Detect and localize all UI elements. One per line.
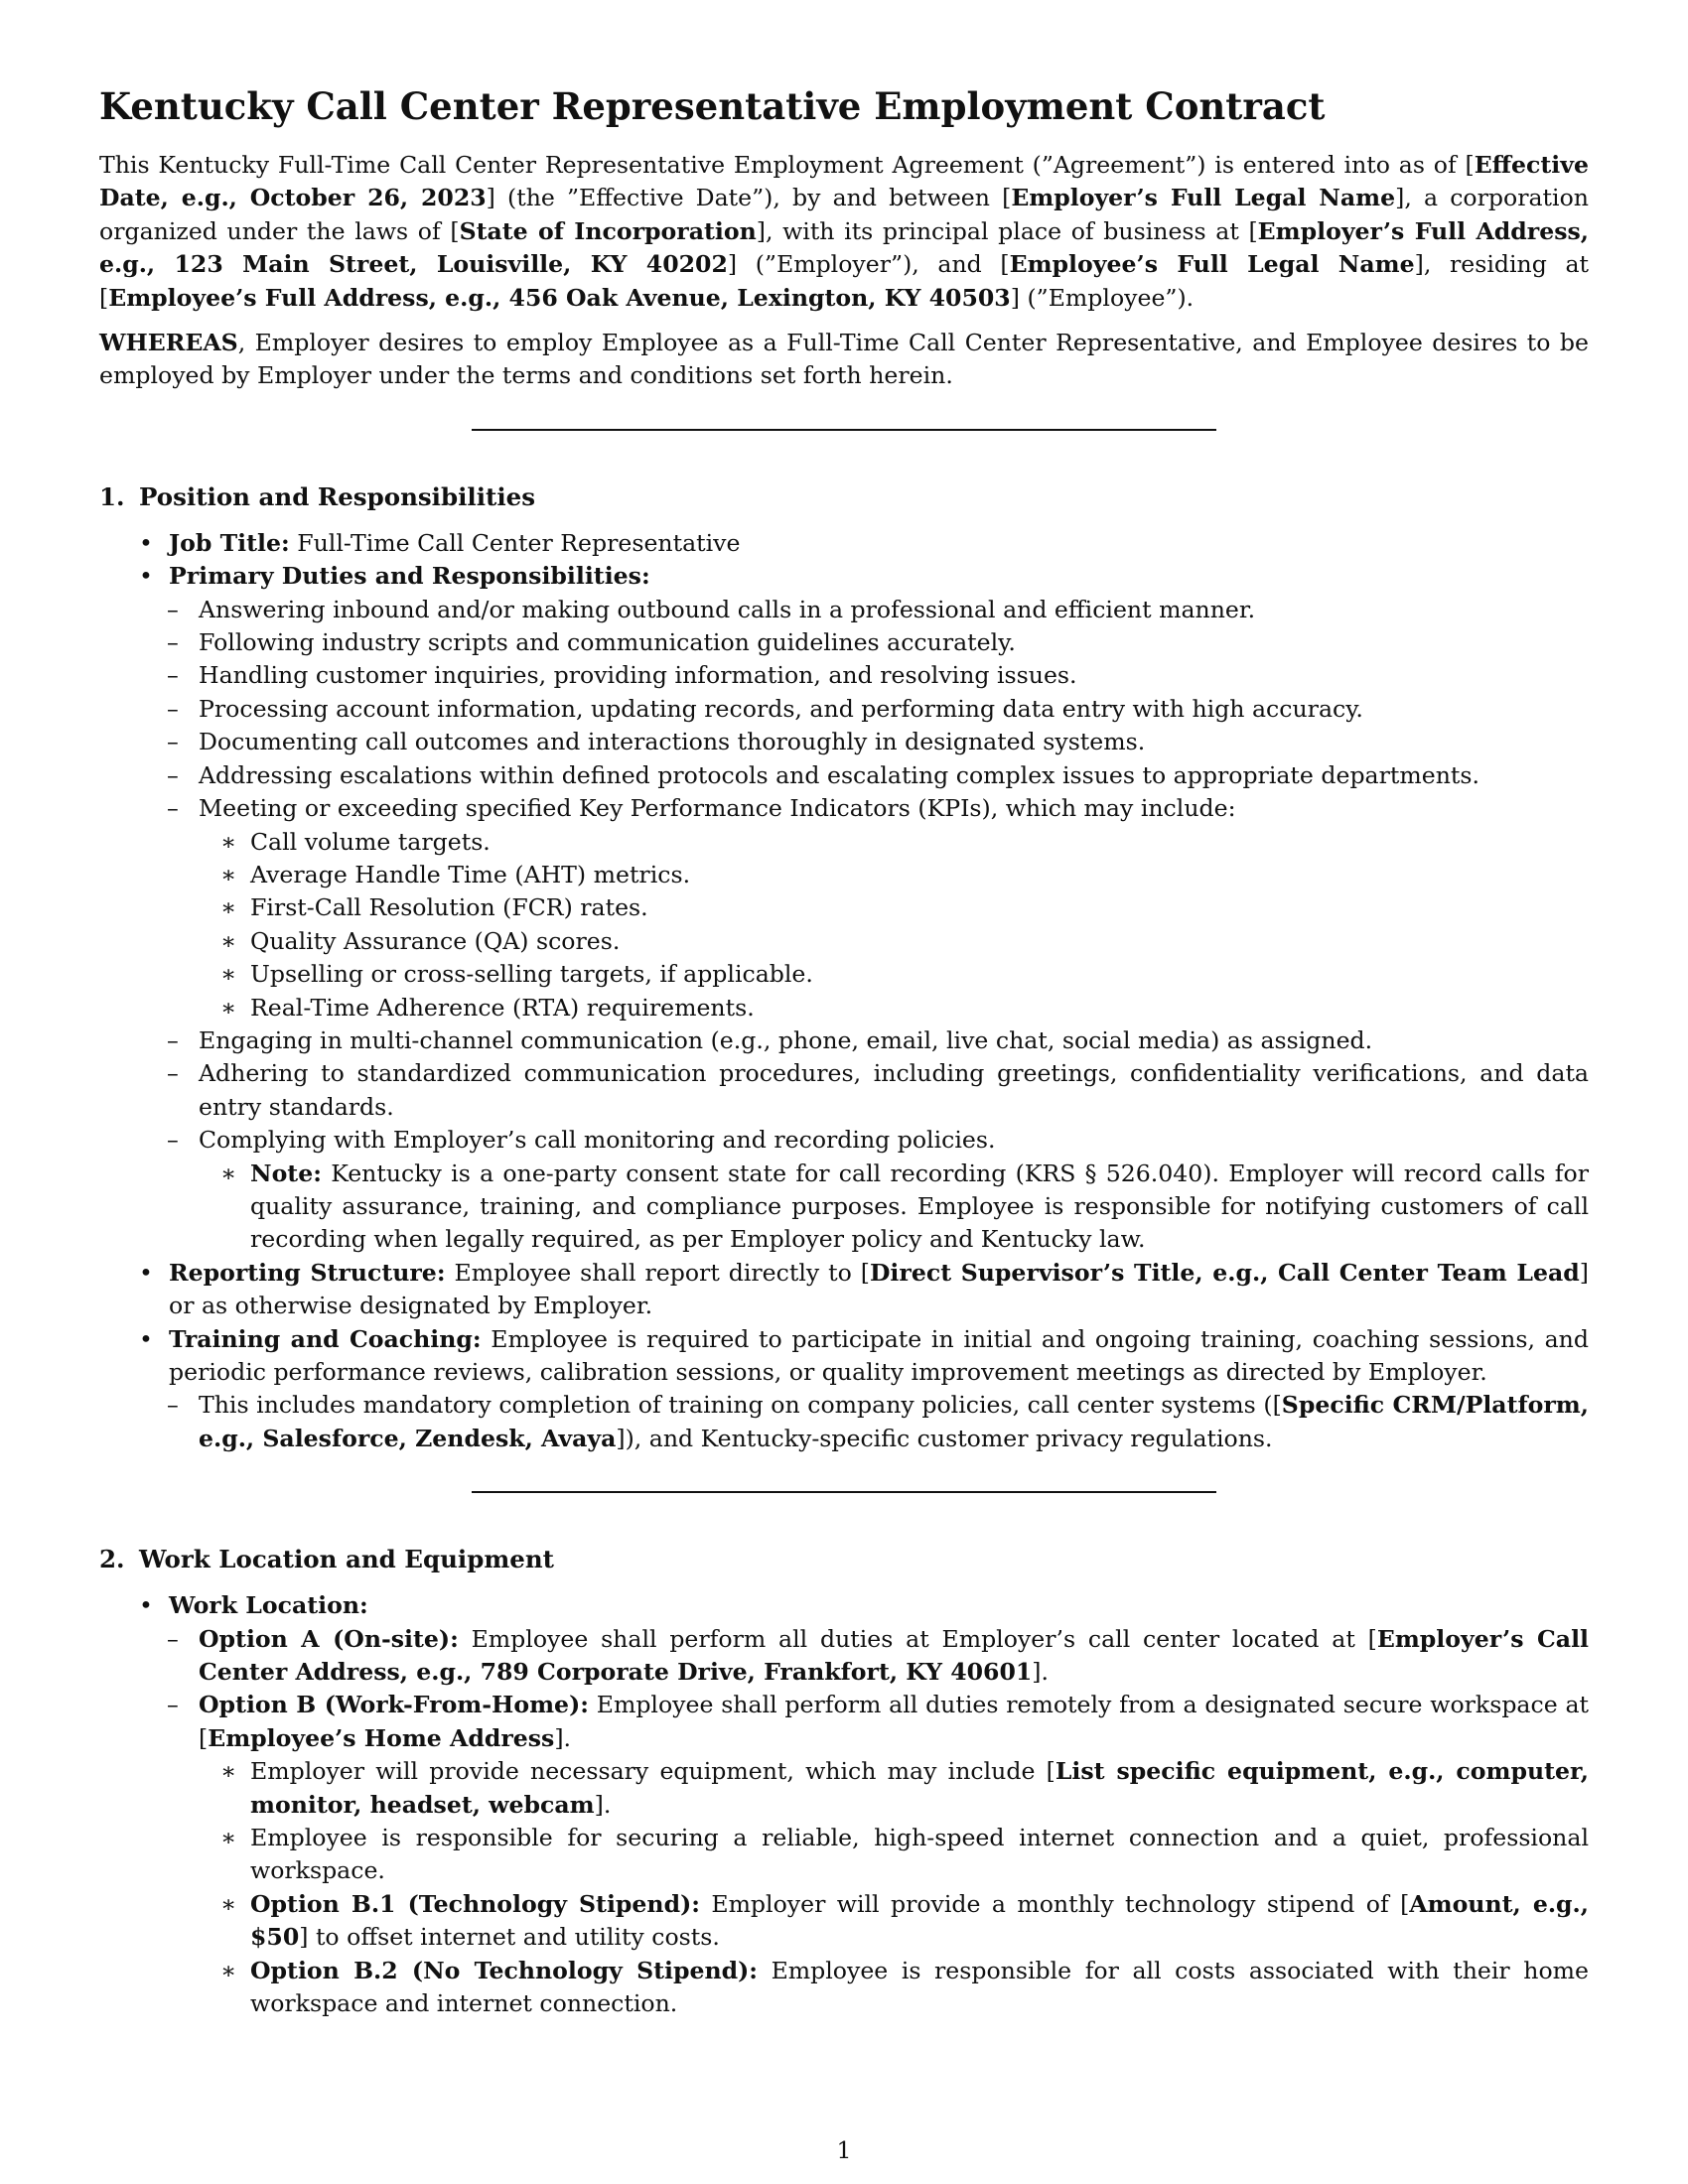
list-item: ∗ First-Call Resolution (FCR) rates. (220, 893, 648, 922)
list-item: • Job Title: Full-Time Call Center Representative (99, 527, 1589, 560)
list-item: ∗ Upselling or cross-selling targets, if applicable. (220, 960, 813, 989)
list-item: ∗ Real-Time Adherence (RTA) requirements. (220, 993, 755, 1022)
remote-details-list (199, 1755, 1589, 2020)
section-1-heading: 1. Position and Responsibilities (99, 481, 536, 511)
bullet-marker: • (139, 562, 153, 591)
list-item: ∗ Employer will provide necessary equipment, which may include [List specific equipment, e.g., computer, monitor, headset, webcam]. (220, 1757, 1589, 1819)
section-divider (472, 1491, 1216, 1493)
list-item: • Reporting Structure: Employee shall report directly to [Direct Supervisor’s Title, e.g., Call Center Team Lead] or as otherwise designated by Employer. (139, 1258, 1589, 1320)
list-item: – Following industry scripts and communication guidelines accurately. (167, 628, 1016, 657)
document-body (99, 83, 1589, 2021)
list-item: • Primary Duties and Responsibilities: – Answering inbound and/or making outbound calls in a professional and efficient manner. – Following industry scripts and communication guidelines accurately. – Handling customer inquiries, providing information, and resolving issues. – Processing account information, updating records, and performing data entry with high accuracy. – Documenting call outcomes and interactions thoroughly in designated systems. – Addressing escalations within defined protocols and escalating complex issues to appropriate departments. – Meeting or exceeding specified Key Performance Indicators (KPIs), which may include: ∗ Call volume targets. ∗ Average Handle Time (AHT) metrics. ∗ First-Call Resolution (FCR) rates. ∗ Quality Assurance (QA) scores. ∗ Upselling or cross-selling targets, if applicable. ∗ Real-Time Adherence (RTA) requirements. – Engaging in multi-channel communication (e.g., phone, email, live chat, social media) as assigned. – Adhering to standardized communication procedures, including greetings, confidentiality verifications, and data entry standards. – Complying with Employer’s call monitoring and recording policies. ∗ Note: Kentucky is a one-party consent state for call recording (KRS § 526.040). Employer will record calls for quality assurance, training, and compliance purposes. Employee is responsible for notifying customers of call recording when legally required, as per Employer policy and Kentucky law. (99, 560, 1589, 1257)
list-item: ∗ Average Handle Time (AHT) metrics. (220, 860, 691, 888)
intro-paragraph: This Kentucky Full-Time Call Center Representative Employment Agreement (”Agreement”) is entered into as of [Effective Date, e.g., October 26, 2023] (the ”Effective Date”), by and between [Employer’s Full Legal Name], a corporation organized under the laws of [State of Incorporation], with its principal place of business at [Employer’s Full Address, e.g., 123 Main Street, Louisville, KY 40202] (”Employer”), and [Employee’s Full Legal Name], residing at [Employee’s Full Address, e.g., 456 Oak Avenue, Lexington, KY 40503] (”Employee”). (99, 151, 1589, 312)
training-list (159, 1389, 1589, 1455)
list-item: ∗ Option B.1 (Technology Stipend): Employer will provide a monthly technology stipend of [Amount, e.g., $50] to offset internet and utility costs. (220, 1889, 1589, 1952)
list-item: ∗ Call volume targets. (220, 827, 491, 856)
list-item: – Addressing escalations within defined protocols and escalating complex issues to appropriate departments. (167, 760, 1479, 789)
list-item: ∗ Quality Assurance (QA) scores. (220, 926, 621, 955)
whereas-paragraph: WHEREAS, Employer desires to employ Employee as a Full-Time Call Center Representative, and Employee desires to be employed by Employer under the terms and conditions set forth herein. (99, 329, 1589, 390)
list-item: – Complying with Employer’s call monitoring and recording policies. ∗ Note: Kentucky is a one-party consent state for call recording (KRS § 526.040). Employer will record calls for quality assurance, training, and compliance purposes. Employee is responsible for notifying customers of call recording when legally required, as per Employer policy and Kentucky law. (159, 1124, 1589, 1257)
list-item: – This includes mandatory completion of training on company policies, call center systems ([Specific CRM/Platform, e.g., Salesforce, Zendesk, Avaya]), and Kentucky-specific customer privacy regulations. (167, 1391, 1589, 1452)
list-item: ∗ Note: Kentucky is a one-party consent state for call recording (KRS § 526.040). Employer will record calls for quality assurance, training, and compliance purposes. Employee is responsible for notifying customers of call recording when legally required, as per Employer policy and Kentucky law. (220, 1159, 1589, 1254)
bullet-marker: • (139, 528, 153, 557)
bullet-marker: • (139, 1324, 153, 1353)
section-2-heading: 2. Work Location and Equipment (99, 1545, 554, 1574)
list-item: – Answering inbound and/or making outbound calls in a professional and efficient manner. (167, 595, 1256, 623)
location-options-list (159, 1623, 1589, 2021)
list-item: – Meeting or exceeding specified Key Performance Indicators (KPIs), which may include: ∗ Call volume targets. ∗ Average Handle Time (AHT) metrics. ∗ First-Call Resolution (FCR) rates. ∗ Quality Assurance (QA) scores. ∗ Upselling or cross-selling targets, if applicable. ∗ Real-Time Adherence (RTA) requirements. (159, 792, 1589, 1024)
list-item: ∗ Employee is responsible for securing a reliable, high-speed internet connection and a quiet, professional workspace. (220, 1824, 1589, 1885)
list-item: – Option B (Work-From-Home): Employee shall perform all duties remotely from a designated secure workspace at [Employee’s Home Address]. ∗ Employer will provide necessary equipment, which may include [List specific equipment, e.g., computer, monitor, headset, webcam]. ∗ Employee is responsible for securing a reliable, high-speed internet connection and a quiet, professional workspace. ∗ Option B.1 (Technology Stipend): Employer will provide a monthly technology stipend of [Amount, e.g., $50] to offset internet and utility costs. ∗ Option B.2 (No Technology Stipend): Employee is responsible for all costs associated with their home workspace and internet connection. (159, 1689, 1589, 2020)
list-item: • Training and Coaching: Employee is required to participate in initial and ongoing training, coaching sessions, and periodic performance reviews, calibration sessions, or quality improvement meetings as directed by Employer. – This includes mandatory completion of training on company policies, call center systems ([Specific CRM/Platform, e.g., Salesforce, Zendesk, Avaya]), and Kentucky-specific customer privacy regulations. (99, 1323, 1589, 1456)
list-item: • Work Location: – Option A (On-site): Employee shall perform all duties at Employer’s call center located at [Employer’s Call Center Address, e.g., 789 Corporate Drive, Frankfort, KY 40601]. – Option B (Work-From-Home): Employee shall perform all duties remotely from a designated secure workspace at [Employee’s Home Address]. ∗ Employer will provide necessary equipment, which may include [List specific equipment, e.g., computer, monitor, headset, webcam]. ∗ Employee is responsible for securing a reliable, high-speed internet connection and a quiet, professional workspace. ∗ Option B.1 (Technology Stipend): Employer will provide a monthly technology stipend of [Amount, e.g., $50] to offset internet and utility costs. ∗ Option B.2 (No Technology Stipend): Employee is responsible for all costs associated with their home workspace and internet connection. (99, 1589, 1589, 2020)
list-item: – Engaging in multi-channel communication (e.g., phone, email, live chat, social media) as assigned. (167, 1025, 1373, 1054)
section-divider (472, 429, 1216, 431)
list-item: – Documenting call outcomes and interactions thoroughly in designated systems. (167, 728, 1146, 756)
section-2-list (99, 1589, 1589, 2020)
list-item: ∗ Option B.2 (No Technology Stipend): Employee is responsible for all costs associated with their home workspace and internet connection. (220, 1956, 1589, 2018)
list-item: – Processing account information, updating records, and performing data entry with high accuracy. (167, 694, 1363, 723)
kpi-list (199, 826, 1589, 1024)
document-title: Kentucky Call Center Representative Employment Contract (99, 84, 1326, 128)
duties-list (159, 594, 1589, 1257)
list-item: – Adhering to standardized communication procedures, including greetings, confidentiality verifications, and data entry standards. (167, 1059, 1589, 1121)
list-item: – Handling customer inquiries, providing information, and resolving issues. (167, 661, 1077, 690)
bullet-marker: • (139, 1258, 153, 1287)
page-number: 1 (836, 2136, 852, 2164)
note-list (199, 1158, 1589, 1257)
bullet-marker: • (139, 1591, 153, 1620)
list-item: – Option A (On-site): Employee shall perform all duties at Employer’s call center located at [Employer’s Call Center Address, e.g., 789 Corporate Drive, Frankfort, KY 40601]. (167, 1624, 1589, 1687)
section-1-list (99, 527, 1589, 1455)
